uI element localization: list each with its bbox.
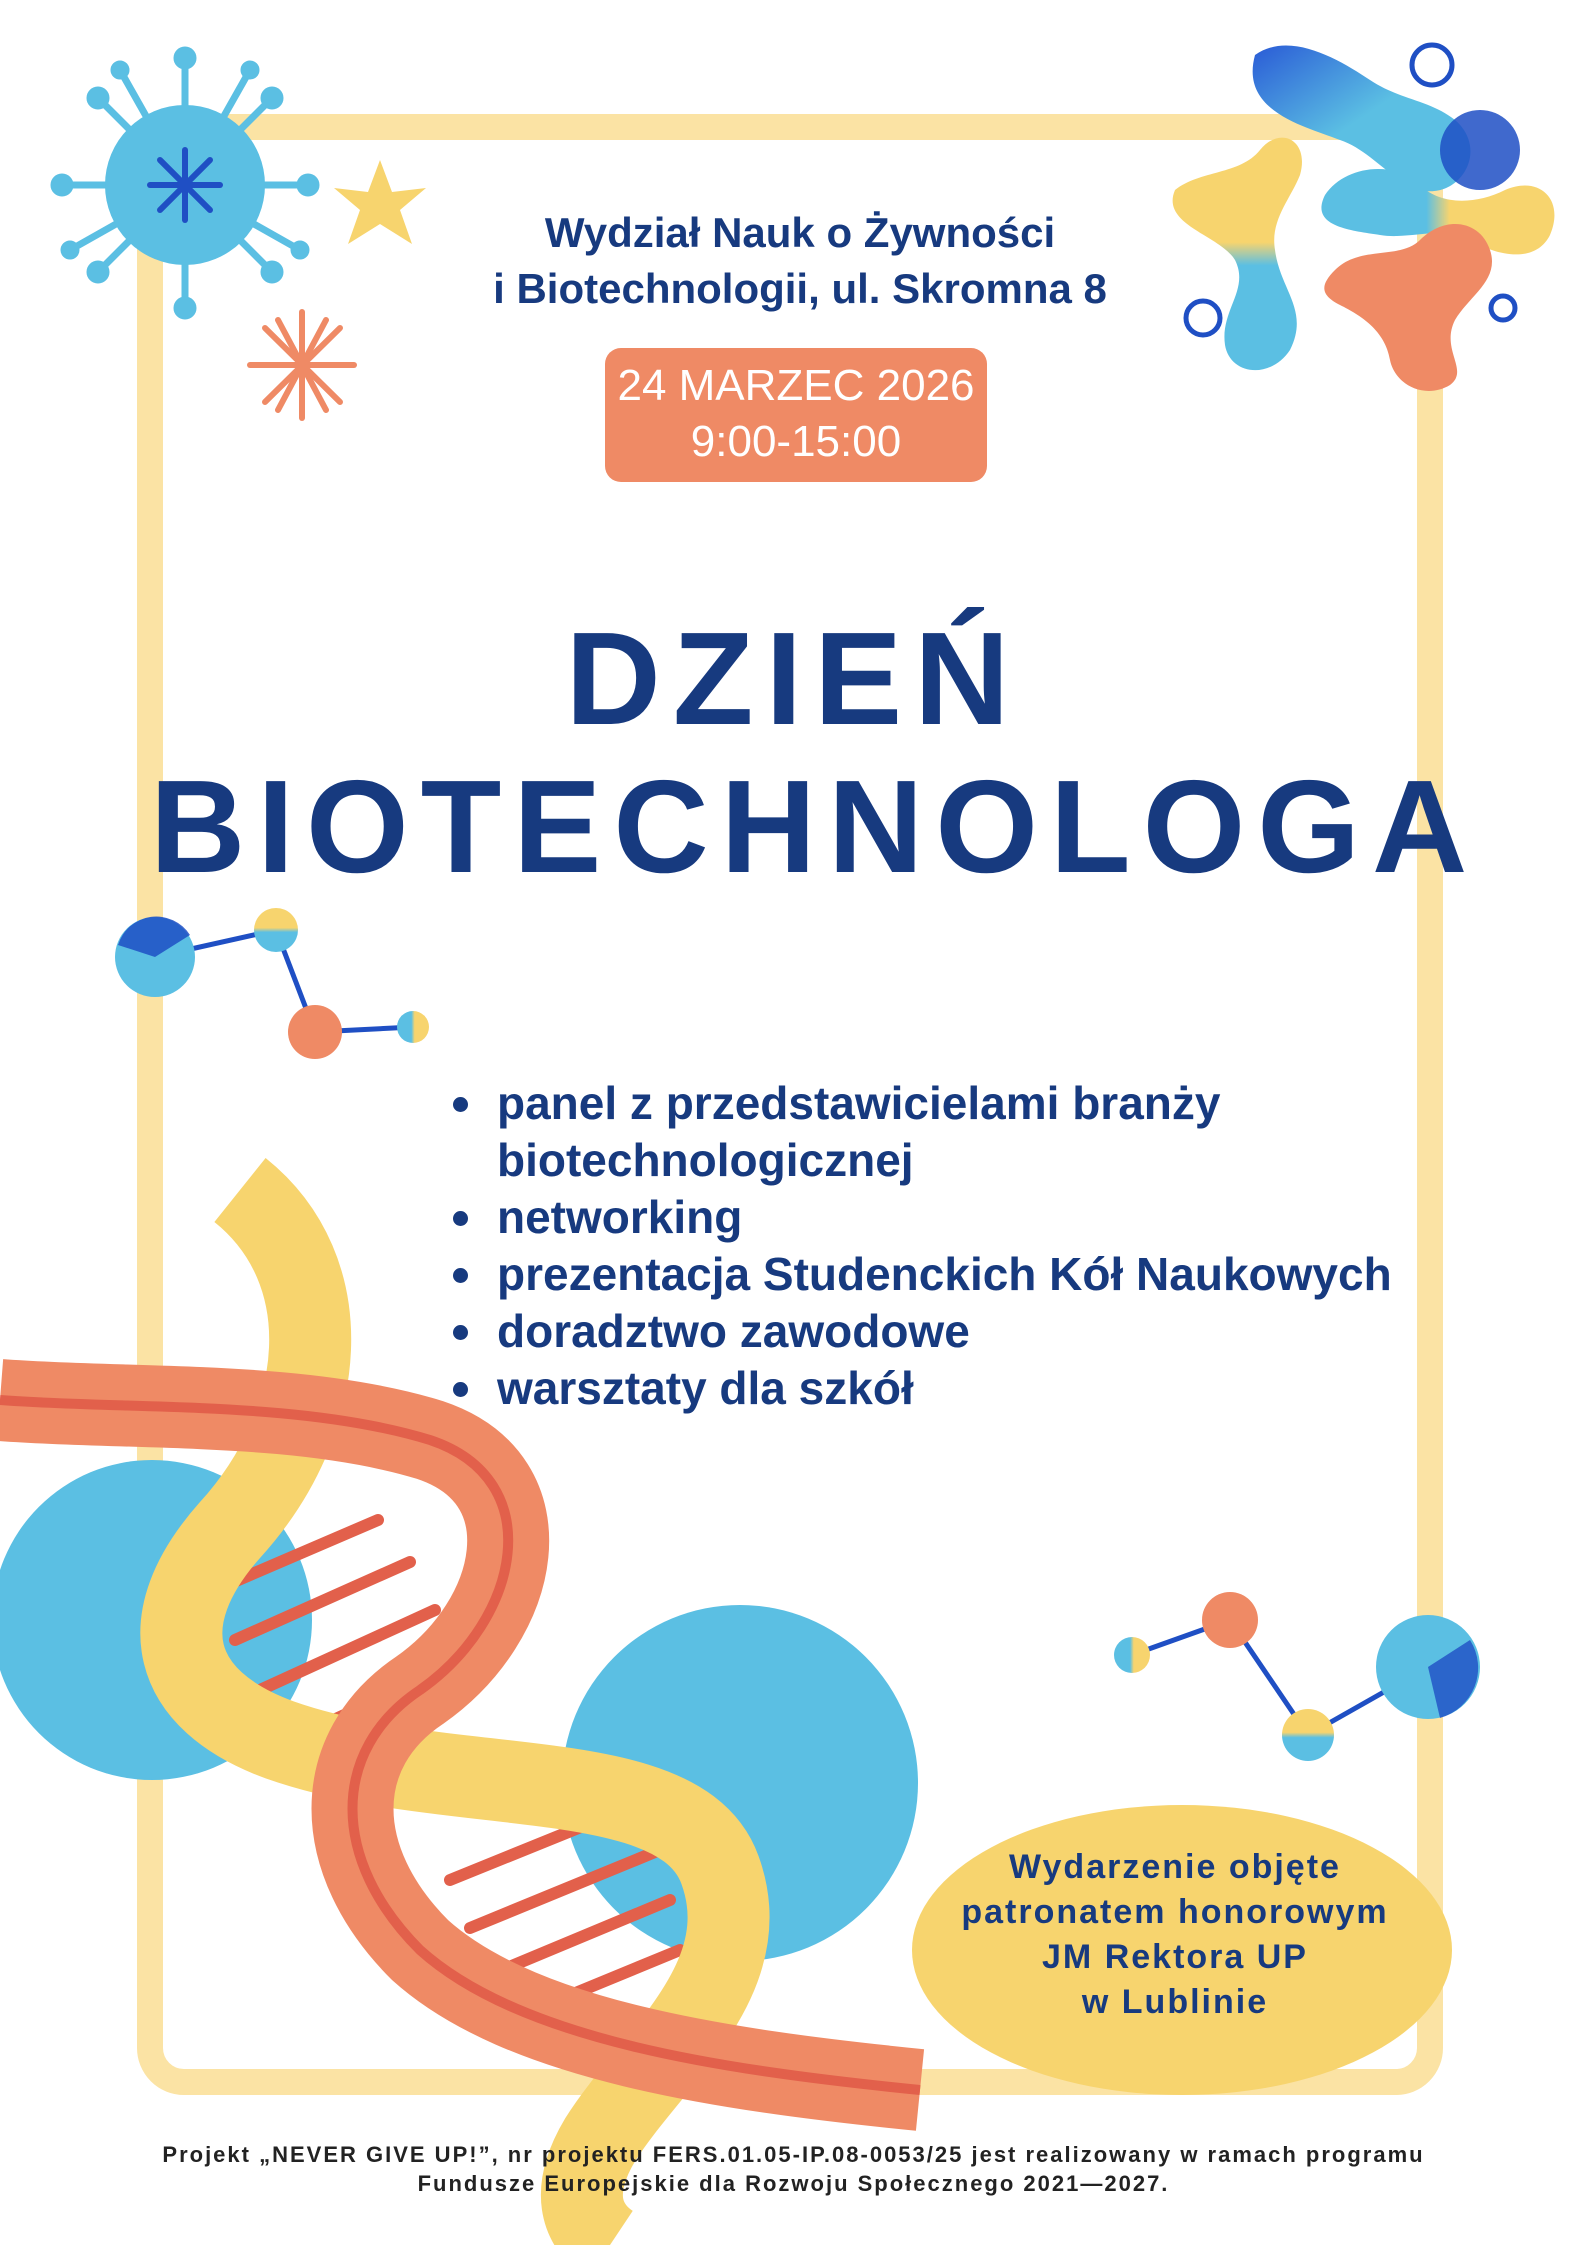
patronage-line-2: patronatem honorowym <box>961 1893 1389 1931</box>
patronage-line-1: Wydarzenie objęte <box>1009 1848 1341 1886</box>
list-item: warsztaty dla szkół <box>445 1360 1505 1417</box>
list-item: panel z przedstawicielami branży biotechnologicznej <box>445 1075 1505 1189</box>
patronage-text <box>915 1845 1435 2025</box>
event-title-line-2: BIOTECHNOLOGA <box>150 753 1480 900</box>
patronage-line-3: JM Rektora UP <box>1042 1938 1308 1976</box>
venue-line-2: i Biotechnologii, ul. Skromna 8 <box>493 265 1107 312</box>
footer-note <box>40 2140 1547 2198</box>
footer-line-2: Fundusze Europejskie dla Rozwoju Społecznego 2021—2027. <box>417 2171 1170 2196</box>
event-time: 9:00-15:00 <box>690 417 902 466</box>
list-item: prezentacja Studenckich Kół Naukowych <box>445 1246 1505 1303</box>
asterisk-icon <box>250 312 354 418</box>
event-title-line-1: DZIEŃ <box>565 605 1022 752</box>
event-title <box>150 605 1480 901</box>
event-date: 24 MARZEC 2026 <box>617 361 975 410</box>
venue <box>300 205 1300 317</box>
footer-line-1: Projekt „NEVER GIVE UP!”, nr projektu FERS.01.05-IP.08-0053/25 jest realizowany w ramach programu <box>162 2142 1425 2167</box>
virus-icon <box>51 47 319 319</box>
list-item: doradztwo zawodowe <box>445 1303 1505 1360</box>
activities-list <box>445 1075 1505 1417</box>
list-item: networking <box>445 1189 1505 1246</box>
patronage-line-4: w Lublinie <box>1081 1983 1269 2021</box>
venue-line-1: Wydział Nauk o Żywności <box>544 209 1056 256</box>
date-badge <box>605 348 987 482</box>
